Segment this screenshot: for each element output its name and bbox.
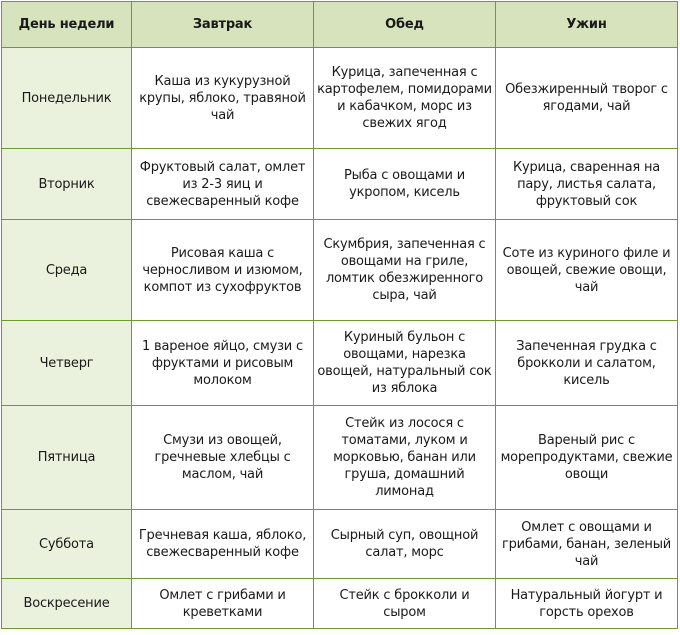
- dinner-cell: Соте из куриного филе и овощей, свежие овощи, чай: [496, 220, 678, 321]
- header-row: [2, 2, 678, 48]
- lunch-cell: Куриный бульон с овощами, нарезка овощей, натуральный сок из яблока: [314, 321, 496, 406]
- lunch-cell: Стейк с брокколи и сыром: [314, 579, 496, 629]
- table-row: [2, 406, 678, 510]
- dinner-cell: Обезжиренный творог с ягодами, чай: [496, 48, 678, 149]
- header-lunch: Обед: [314, 2, 496, 48]
- day-cell: Пятница: [2, 406, 132, 510]
- breakfast-cell: 1 вареное яйцо, смузи с фруктами и рисовым молоком: [132, 321, 314, 406]
- breakfast-cell: Гречневая каша, яблоко, свежесваренный кофе: [132, 510, 314, 579]
- table-row: [2, 220, 678, 321]
- day-cell: Понедельник: [2, 48, 132, 149]
- table-row: [2, 579, 678, 629]
- lunch-cell: Курица, запеченная с картофелем, помидорами и кабачком, морс из свежих ягод: [314, 48, 496, 149]
- header-dinner: Ужин: [496, 2, 678, 48]
- dinner-cell: Натуральный йогурт и горсть орехов: [496, 579, 678, 629]
- lunch-cell: Сырный суп, овощной салат, морс: [314, 510, 496, 579]
- day-cell: Вторник: [2, 149, 132, 220]
- meal-plan-table: [1, 1, 678, 629]
- header-day: День недели: [2, 2, 132, 48]
- header-breakfast: Завтрак: [132, 2, 314, 48]
- table-row: [2, 48, 678, 149]
- dinner-cell: Запеченная грудка с брокколи и салатом, кисель: [496, 321, 678, 406]
- lunch-cell: Скумбрия, запеченная с овощами на гриле, ломтик обезжиренного сыра, чай: [314, 220, 496, 321]
- table-row: [2, 510, 678, 579]
- day-cell: Воскресение: [2, 579, 132, 629]
- day-cell: Четверг: [2, 321, 132, 406]
- dinner-cell: Курица, сваренная на пару, листья салата, фруктовый сок: [496, 149, 678, 220]
- lunch-cell: Рыба с овощами и укропом, кисель: [314, 149, 496, 220]
- day-cell: Среда: [2, 220, 132, 321]
- breakfast-cell: Фруктовый салат, омлет из 2-3 яиц и свежесваренный кофе: [132, 149, 314, 220]
- table-row: [2, 149, 678, 220]
- dinner-cell: Вареный рис с морепродуктами, свежие овощи: [496, 406, 678, 510]
- dinner-cell: Омлет с овощами и грибами, банан, зеленый чай: [496, 510, 678, 579]
- breakfast-cell: Смузи из овощей, гречневые хлебцы с маслом, чай: [132, 406, 314, 510]
- breakfast-cell: Рисовая каша с черносливом и изюмом, компот из сухофруктов: [132, 220, 314, 321]
- breakfast-cell: Каша из кукурузной крупы, яблоко, травяной чай: [132, 48, 314, 149]
- lunch-cell: Стейк из лосося с томатами, луком и морковью, банан или груша, домашний лимонад: [314, 406, 496, 510]
- day-cell: Суббота: [2, 510, 132, 579]
- table-row: [2, 321, 678, 406]
- breakfast-cell: Омлет с грибами и креветками: [132, 579, 314, 629]
